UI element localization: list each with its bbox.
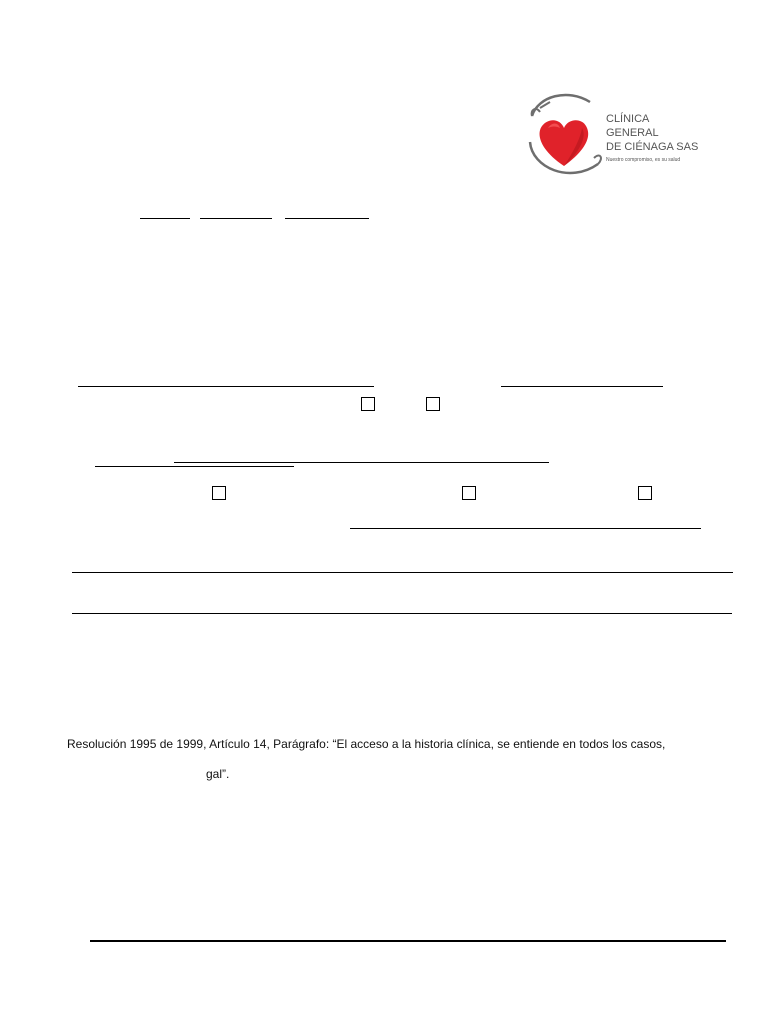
date-month-line: [200, 218, 272, 219]
checkbox-option-5[interactable]: [638, 486, 652, 500]
other-field-line: [350, 528, 701, 529]
reason-line-2: [72, 613, 732, 614]
clinic-logo: [520, 88, 720, 184]
checkbox-option-3[interactable]: [212, 486, 226, 500]
checkbox-option-2[interactable]: [426, 397, 440, 411]
date-day-line: [140, 218, 190, 219]
heart-hands-icon: [520, 88, 606, 184]
date-year-line: [285, 218, 369, 219]
address-field-line: [174, 462, 549, 463]
clinic-name-line3: DE CIÉNAGA SAS: [606, 141, 699, 153]
clinic-tagline: Nuestro compromiso, es su salud: [606, 157, 681, 163]
city-field-line: [95, 466, 294, 467]
legal-text-line2: gal”.: [206, 767, 230, 781]
name-field-line: [78, 386, 374, 387]
legal-text-line1: Resolución 1995 de 1999, Artículo 14, Parágrafo: “El acceso a la historia clínica, se entiende en todos los casos,: [67, 737, 666, 751]
id-field-line: [501, 386, 663, 387]
signature-line: [90, 940, 726, 942]
clinic-name-line1: CLÍNICA: [606, 113, 650, 125]
clinic-name-line2: GENERAL: [606, 127, 659, 139]
clinic-name: [606, 112, 698, 154]
reason-line-1: [72, 572, 733, 573]
checkbox-option-4[interactable]: [462, 486, 476, 500]
checkbox-option-1[interactable]: [361, 397, 375, 411]
